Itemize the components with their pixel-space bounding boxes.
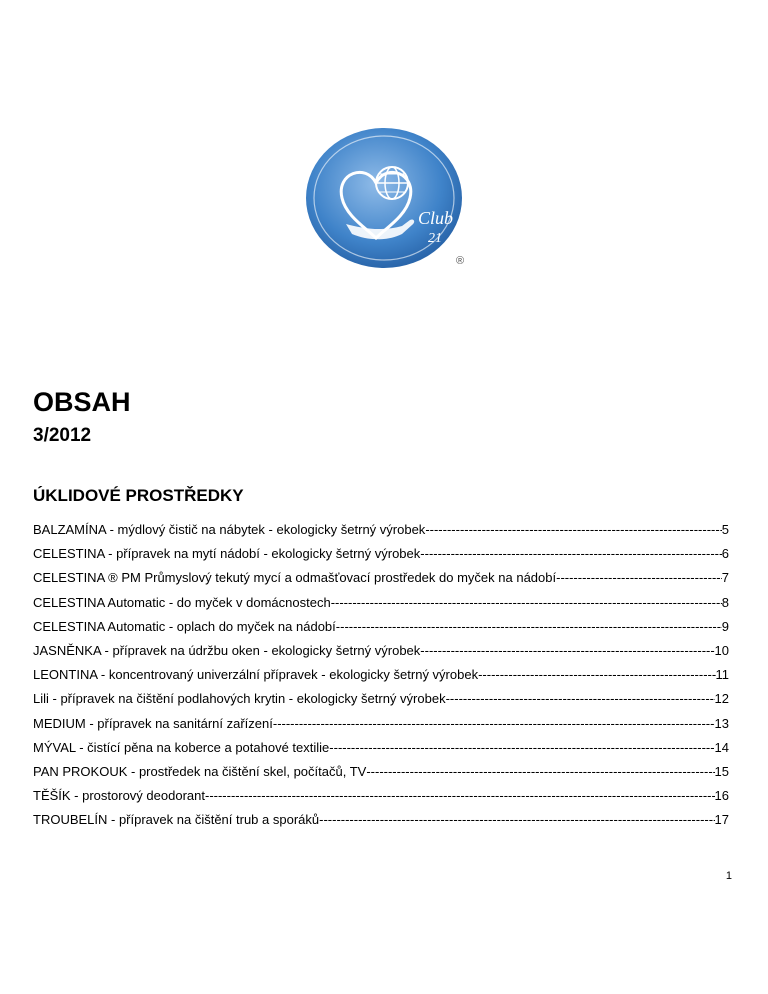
section-title: ÚKLIDOVÉ PROSTŘEDKY (33, 486, 244, 505)
toc-entry-label: MEDIUM - přípravek na sanitární zařízení (33, 715, 273, 731)
toc-entry-label: PAN PROKOUK - prostředek na čištění skel, počítačů, TV (33, 763, 367, 779)
toc-entry[interactable] (33, 808, 729, 832)
toc-dot-leader (425, 518, 721, 542)
toc-entry-label: TROUBELÍN - přípravek na čištění trub a sporáků (33, 812, 320, 828)
toc-entry[interactable] (33, 712, 729, 736)
toc-entry[interactable] (33, 591, 729, 615)
toc-entry-page: 14 (714, 739, 729, 755)
page-title: OBSAH (33, 387, 131, 417)
toc-entry[interactable] (33, 615, 729, 639)
toc-dot-leader (331, 591, 722, 615)
toc-entry-label: CELESTINA ® PM Průmyslový tekutý mycí a odmašťovací prostředek do myček na nádobí (33, 570, 557, 586)
toc-entry[interactable] (33, 760, 729, 784)
toc-dot-leader (446, 687, 715, 711)
toc-entry[interactable] (33, 784, 729, 808)
toc-dot-leader (366, 760, 714, 784)
toc-entry-label: CELESTINA - přípravek na mytí nádobí - ekologicky šetrný výrobek (33, 546, 421, 562)
toc-dot-leader (420, 639, 714, 663)
toc-entry-page: 12 (714, 691, 729, 707)
toc-entry[interactable] (33, 687, 729, 711)
page-number: 1 (725, 870, 732, 882)
toc-entry[interactable] (33, 639, 729, 663)
registered-mark: ® (456, 255, 465, 267)
toc-entry-page: 9 (721, 618, 729, 634)
toc-entry[interactable] (33, 518, 729, 542)
toc-entry-label: TĚŠÍK - prostorový deodorant (33, 788, 205, 804)
toc-entry[interactable] (33, 663, 729, 687)
club-21-logo (306, 128, 470, 276)
toc-entry-label: CELESTINA Automatic - do myček v domácnostech (33, 594, 331, 610)
toc-entry-page: 6 (721, 546, 729, 562)
toc-entry-label: LEONTINA - koncentrovaný univerzální přípravek - ekologicky šetrný výrobek (33, 667, 479, 683)
toc-dot-leader (205, 784, 715, 808)
toc-dot-leader (319, 808, 714, 832)
toc-dot-leader (420, 542, 721, 566)
table-of-contents (33, 518, 729, 832)
toc-entry-label: BALZAMÍNA - mýdlový čistič na nábytek - ekologicky šetrný výrobek (33, 522, 426, 537)
toc-entry-page: 13 (714, 715, 729, 731)
toc-entry-page: 11 (715, 667, 729, 683)
toc-entry-label: MÝVAL - čistící pěna na koberce a potahové textilie (33, 739, 330, 755)
toc-entry-label: JASNĚNKA - přípravek na údržbu oken - ekologicky šetrný výrobek (33, 642, 421, 658)
toc-entry[interactable] (33, 542, 729, 566)
toc-entry-label: Lili - přípravek na čištění podlahových krytin - ekologicky šetrný výrobek (33, 691, 446, 707)
toc-entry-page: 7 (721, 570, 729, 586)
toc-entry-page: 10 (714, 642, 729, 658)
toc-entry[interactable] (33, 566, 729, 590)
toc-dot-leader (478, 663, 715, 687)
toc-entry-page: 5 (721, 522, 729, 537)
toc-dot-leader (556, 566, 722, 590)
logo-text-club: Club (418, 208, 454, 228)
toc-entry-page: 16 (714, 788, 729, 804)
toc-entry-page: 15 (714, 763, 729, 779)
toc-entry[interactable] (33, 736, 729, 760)
logo-text-21: 21 (428, 231, 442, 246)
issue-number: 3/2012 (33, 425, 92, 446)
toc-dot-leader (329, 736, 714, 760)
toc-entry-label: CELESTINA Automatic - oplach do myček na nádobí (33, 618, 336, 634)
toc-entry-page: 8 (721, 594, 729, 610)
toc-dot-leader (336, 615, 722, 639)
toc-entry-page: 17 (714, 812, 729, 828)
toc-dot-leader (273, 712, 715, 736)
